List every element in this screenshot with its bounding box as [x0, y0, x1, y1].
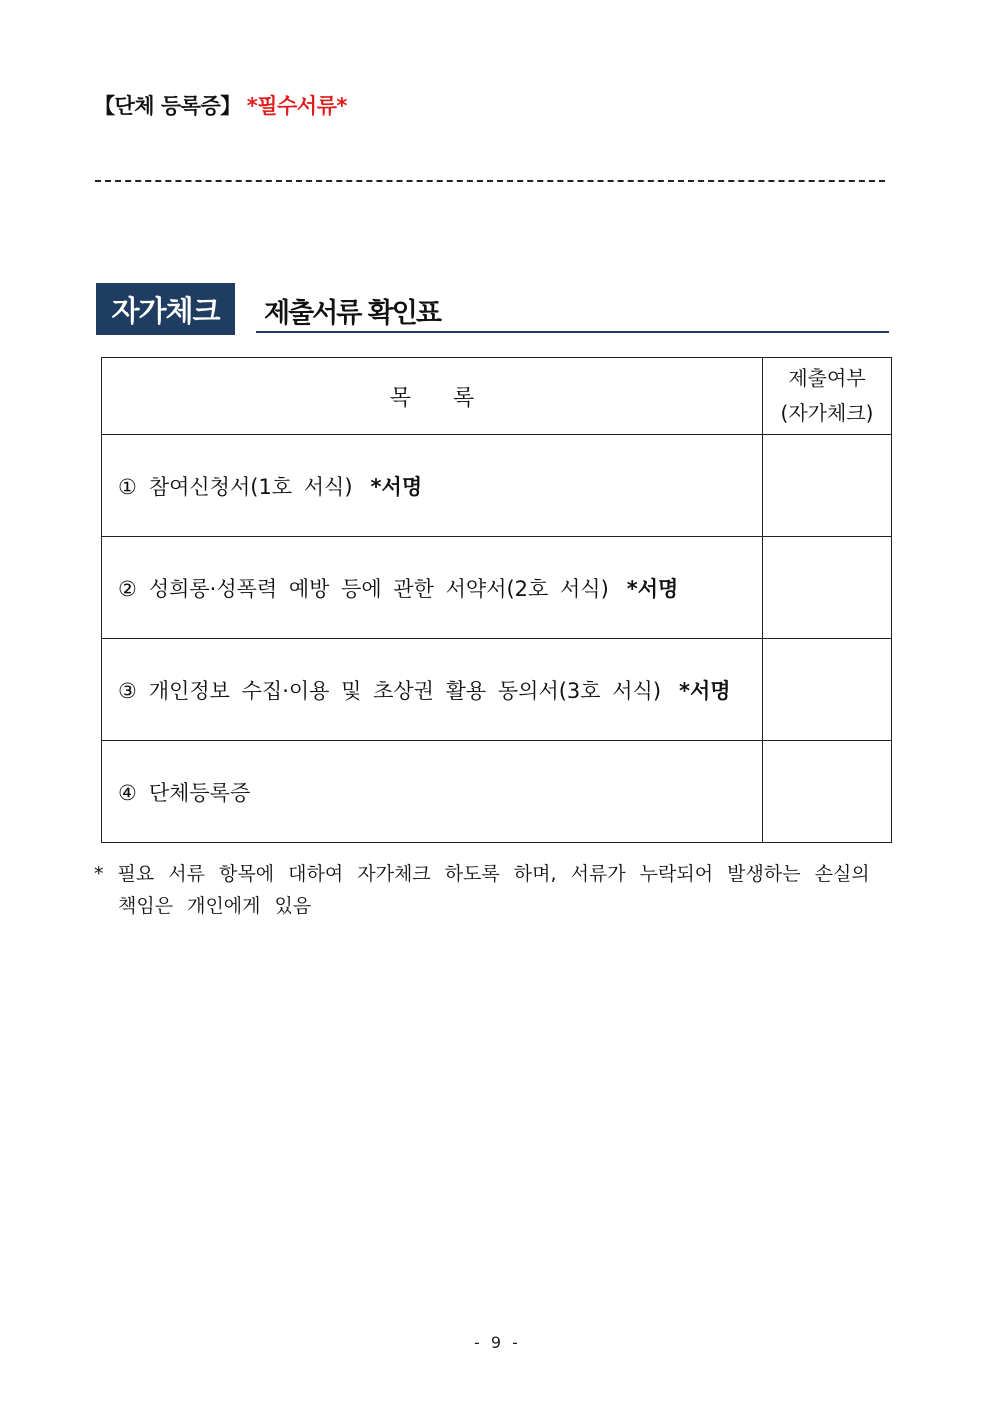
header-submission-check [763, 358, 892, 435]
table-row [102, 741, 892, 843]
checklist-item [102, 537, 763, 639]
item-text: 개인정보 수집·이용 및 초상권 활용 동의서(3호 서식) [148, 678, 662, 703]
header-item-list: 목 록 [102, 358, 763, 435]
item-number: ① [118, 474, 137, 499]
checklist-item [102, 741, 763, 843]
self-check-cell[interactable] [763, 537, 892, 639]
section-title: 제출서류 확인표 [264, 298, 440, 329]
signature-required-mark: *서명 [370, 474, 423, 499]
item-number: ④ [118, 780, 137, 805]
item-number: ③ [118, 678, 137, 703]
table-header-row [102, 358, 892, 435]
header-check-line2: (자가체크) [780, 401, 874, 425]
item-text: 단체등록증 [148, 780, 251, 805]
document-heading [94, 90, 347, 120]
self-check-cell[interactable] [763, 435, 892, 537]
header-check-line1: 제출여부 [788, 366, 866, 390]
heading-title: 【단체 등록증】 [94, 94, 241, 118]
table-row [102, 537, 892, 639]
dashed-divider [95, 180, 885, 182]
page-number: - 9 - [474, 1333, 518, 1352]
signature-required-mark: *서명 [679, 678, 731, 703]
document-checklist-table [101, 357, 892, 843]
self-check-cell[interactable] [763, 639, 892, 741]
checklist-item [102, 639, 763, 741]
section-title-bar [256, 287, 889, 333]
footnote-line1: * 필요 서류 항목에 대하여 자가체크 하도록 하며, 서류가 누락되어 발생하는 손실의 [94, 863, 870, 885]
table-row [102, 639, 892, 741]
footnote [94, 858, 896, 922]
item-text: 성희롱·성폭력 예방 등에 관한 서약서(2호 서식) [148, 576, 609, 601]
item-text: 참여신청서(1호 서식) [148, 474, 353, 499]
footnote-line2: 책임은 개인에게 있음 [118, 895, 312, 917]
self-check-cell[interactable] [763, 741, 892, 843]
self-check-badge: 자가체크 [96, 283, 235, 335]
required-documents-mark: *필수서류* [246, 94, 347, 118]
checklist-item [102, 435, 763, 537]
table-row [102, 435, 892, 537]
signature-required-mark: *서명 [626, 576, 679, 601]
item-number: ② [118, 576, 137, 601]
